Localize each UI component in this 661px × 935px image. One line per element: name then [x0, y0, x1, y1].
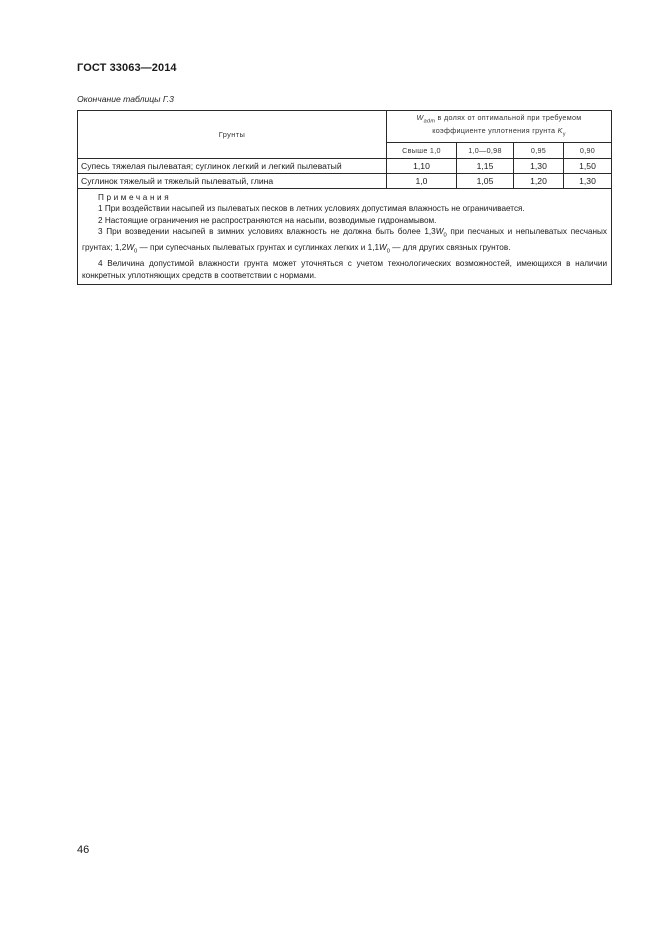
k-subscript: y	[562, 131, 566, 138]
w-symbol: W	[416, 113, 424, 122]
w0-subscript: 0	[134, 248, 138, 255]
w0-subscript: 0	[443, 232, 447, 239]
value-cell: 1,05	[457, 173, 514, 188]
note-3	[82, 226, 607, 258]
moisture-table	[77, 110, 612, 285]
note-3-part-b: при песчаных и непылеватых песчаных грунтах; 1,2	[82, 227, 608, 253]
note-3-part-d: — для других связных грунтов.	[390, 243, 511, 253]
notes-row	[78, 188, 612, 284]
soil-name: Суглинок тяжелый и тяжелый пылеватый, глина	[78, 173, 387, 188]
value-cell: 1,10	[387, 158, 457, 173]
value-cell: 1,50	[564, 158, 612, 173]
table-row	[78, 158, 612, 173]
soil-column-header: Грунты	[78, 111, 387, 159]
page-number: 46	[77, 844, 90, 856]
subheader-0-90: 0,90	[564, 142, 612, 158]
table-row	[78, 173, 612, 188]
subheader-0-95: 0,95	[514, 142, 564, 158]
subheader-1-0-98: 1,0—0,98	[457, 142, 514, 158]
w0-symbol: W	[435, 227, 444, 237]
w0-subscript: 0	[386, 248, 390, 255]
w-subscript: adm	[423, 118, 436, 125]
standard-header: ГОСТ 33063—2014	[77, 62, 177, 74]
value-cell: 1,20	[514, 173, 564, 188]
w0-symbol: W	[379, 243, 387, 253]
note-4: 4 Величина допустимой влажности грунта может уточняться с учетом технологических возможностей, имеющихся в наличии конкретных уплотняющих средств в соответствии с нормами.	[82, 259, 608, 280]
subheader-above-1: Свыше 1,0	[387, 142, 457, 158]
note-2: 2 Настоящие ограничения не распространяются на насыпи, возводимые гидронамывом.	[98, 215, 437, 225]
notes-cell	[78, 188, 612, 284]
header-row-1	[78, 111, 612, 143]
soil-name: Супесь тяжелая пылеватая; суглинок легкий и легкий пылеватый	[78, 158, 387, 173]
k-symbol: K	[557, 126, 563, 136]
table-caption: Окончание таблицы Г.3	[77, 94, 174, 104]
value-cell: 1,15	[457, 158, 514, 173]
value-cell: 1,0	[387, 173, 457, 188]
group-header-text: в долях от оптимальной при требуемом коэффициенте уплотнения грунта	[432, 113, 582, 136]
note-3-part-c: — при супесчаных пылеватых грунтах и суглинках легких и 1,1	[137, 243, 380, 253]
notes-title: Примечания	[98, 192, 172, 202]
moisture-group-header	[387, 111, 612, 143]
note-3-part-a: 3 При возведении насыпей в зимних условиях влажность не должна быть более 1,3	[98, 227, 436, 237]
w0-symbol: W	[126, 243, 135, 253]
value-cell: 1,30	[564, 173, 612, 188]
value-cell: 1,30	[514, 158, 564, 173]
note-1: 1 При воздействии насыпей из пылеватых песков в летних условиях допустимая влажность не ограничивается.	[98, 204, 525, 214]
